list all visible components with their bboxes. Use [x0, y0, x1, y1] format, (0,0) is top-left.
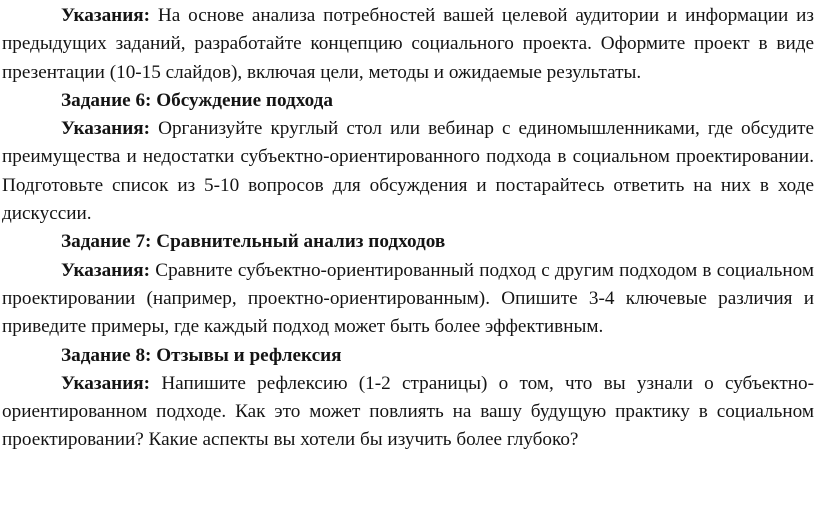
instructions-text: Напишите рефлексию (1-2 страницы) о том, что вы узнали о субъектно-ориентированном подходе. Как это может повлиять на вашу будущую практику в социальном проектировании? Какие аспекты вы хотели бы изучить более глубоко? — [2, 372, 814, 451]
task-7-heading: Задание 7: Сравнительный анализ подходов — [61, 231, 446, 253]
instructions-paragraph-6 — [2, 115, 814, 228]
instructions-label: Указания: — [61, 372, 151, 394]
instructions-text: На основе анализа потребностей вашей целевой аудитории и информации из предыдущих заданий, разработайте концепцию социального проекта. Оформите проект в виде презентации (10-15 слайдов), включая цели, методы и ожидаемые результаты. — [2, 5, 814, 83]
instructions-label: Указания: — [61, 118, 151, 140]
instructions-text: Организуйте круглый стол или вебинар с единомышленниками, где обсудите преимущества и недостатки субъектно-ориентированного подхода в социальном проектировании. Подготовьте список из 5-10 вопросов для обсуждения и постарайтесь ответить на них в ходе дискуссии. — [2, 118, 814, 225]
instructions-label: Указания: — [61, 5, 151, 26]
instructions-label: Указания: — [61, 259, 151, 281]
instructions-paragraph-5 — [2, 2, 814, 87]
instructions-text: Сравните субъектно-ориентированный подход с другим подходом в социальном проектировании (например, проектно-ориентированным). Опишите 3-4 ключевые различия и приведите примеры, где каждый подход может быть более эффективным. — [2, 259, 814, 338]
instructions-paragraph-7 — [2, 257, 814, 342]
instructions-paragraph-8 — [2, 370, 814, 455]
task-6-heading: Задание 6: Обсуждение подхода — [61, 89, 333, 111]
task-8-heading: Задание 8: Отзывы и рефлексия — [61, 344, 342, 366]
